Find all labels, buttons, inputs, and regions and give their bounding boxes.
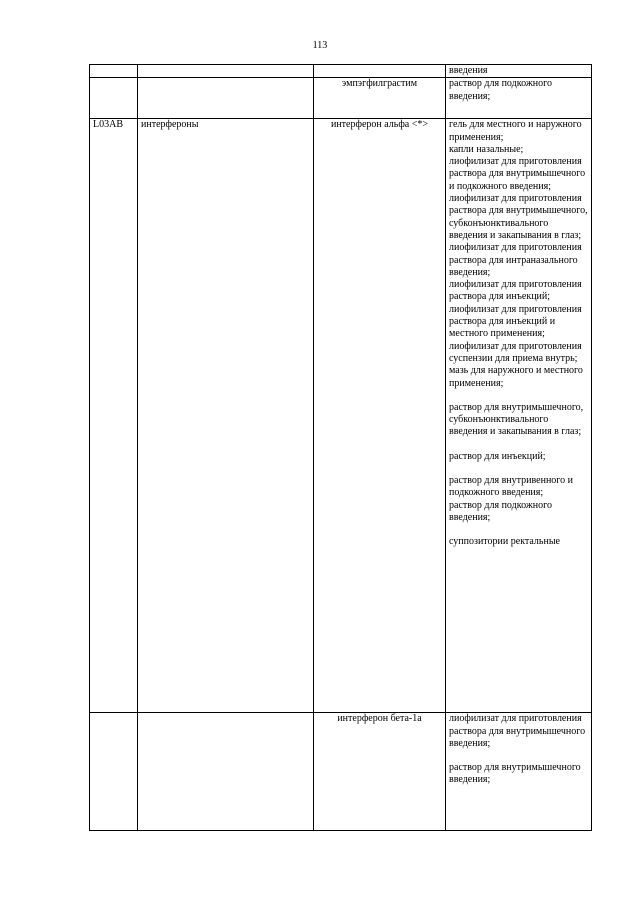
table-row	[90, 713, 592, 831]
dosage-form-item: лиофилизат для приготовления раствора для инъекций и местного применения;	[449, 303, 582, 340]
dosage-form-item: капли назальные;	[449, 143, 524, 155]
drug-name-cell: интерферон бета-1a	[314, 713, 446, 831]
dosage-form-item: гель для местного и наружного применения;	[449, 119, 582, 143]
dosage-form-item: лиофилизат для приготовления раствора для внутримышечного и подкожного введения;	[449, 156, 586, 192]
dosage-form-item: введения	[449, 65, 488, 76]
dosage-forms-cell	[446, 713, 592, 831]
form-group-gap	[449, 463, 588, 475]
form-group-gap	[449, 439, 588, 451]
dosage-form-item: раствор для подкожного введения;	[449, 499, 552, 523]
dosage-form-item: раствор для инъекций;	[449, 450, 546, 462]
drug-name-cell: интерферон альфа <*>	[314, 119, 446, 713]
dosage-form-item: лиофилизат для приготовления раствора для интраназального введения;	[449, 242, 582, 278]
atc-code-cell	[90, 65, 138, 78]
anatomical-group-cell: интерфероны	[138, 119, 314, 713]
form-group-gap	[449, 524, 588, 536]
dosage-form-item: мазь для наружного и местного применения;	[449, 365, 583, 389]
atc-code-cell	[90, 713, 138, 831]
dosage-form-item: раствор для внутримышечного введения;	[449, 762, 581, 786]
dosage-form-item: раствор для внутримышечного, субконъюнктивального введения и закапывания в глаз;	[449, 401, 584, 438]
form-group-gap	[449, 390, 588, 402]
dosage-form-item: суппозитории ректальные	[449, 536, 560, 548]
atc-code-cell	[90, 78, 138, 119]
dosage-form-item: раствор для подкожного введения;	[449, 78, 552, 102]
dosage-forms-cell	[446, 65, 592, 78]
table-row	[90, 78, 592, 119]
dosage-form-item: лиофилизат для приготовления раствора для внутримышечного введения;	[449, 713, 586, 749]
dosage-forms-cell	[446, 78, 592, 119]
dosage-form-item: раствор для внутривенного и подкожного введения;	[449, 475, 574, 499]
anatomical-group-cell	[138, 78, 314, 119]
drug-name-cell	[314, 65, 446, 78]
dosage-form-item: лиофилизат для приготовления раствора для инъекций;	[449, 279, 582, 303]
medicines-table	[89, 64, 592, 831]
anatomical-group-cell	[138, 65, 314, 78]
form-group-gap	[449, 750, 588, 762]
atc-code-cell: L03AB	[90, 119, 138, 713]
page-number: 113	[312, 40, 328, 51]
dosage-form-item: лиофилизат для приготовления раствора для внутримышечного, субконъюнктивального введения и закапывания в глаз;	[449, 193, 588, 241]
table-row	[90, 65, 592, 78]
drug-name-cell: эмпэгфилграстим	[314, 78, 446, 119]
dosage-form-item: лиофилизат для приготовления суспензии для приема внутрь;	[449, 340, 582, 364]
dosage-forms-cell	[446, 119, 592, 713]
table-row	[90, 119, 592, 713]
anatomical-group-cell	[138, 713, 314, 831]
